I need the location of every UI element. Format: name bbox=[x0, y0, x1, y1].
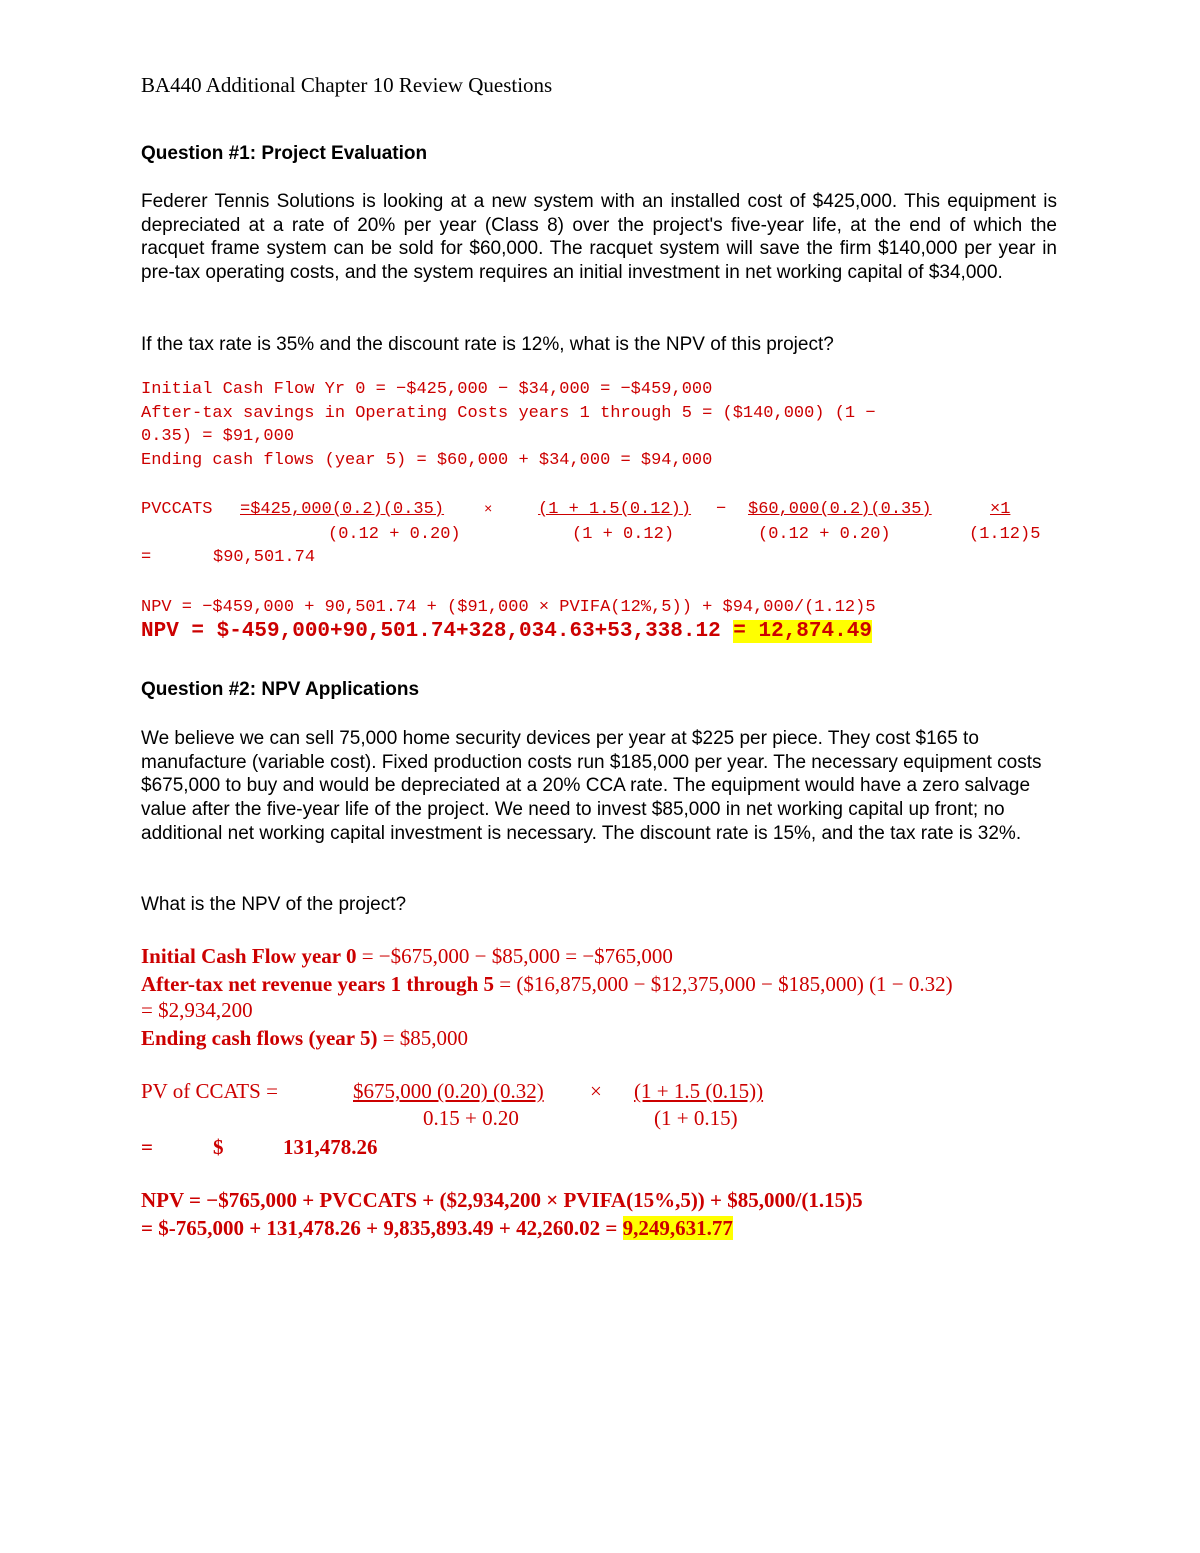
q1-heading: Question #1: Project Evaluation bbox=[141, 143, 428, 164]
q2-aftertax-label: After-tax net revenue years 1 through 5 bbox=[141, 972, 495, 996]
q1-pvccats-times-2: ×1 bbox=[990, 500, 1011, 519]
q1-pvccats-denominator-4: (1.12)5 bbox=[969, 525, 1041, 544]
q2-initial-cash-flow bbox=[141, 944, 673, 969]
q2-aftertax-value: = ($16,875,000 − $12,375,000 − $185,000) (1 − 0.32) bbox=[494, 972, 953, 996]
q1-pvccats-numerator-2: (1 + 1.5(0.12)) bbox=[538, 500, 692, 519]
q2-pv-label: PV of CCATS = bbox=[141, 1079, 278, 1103]
q2-npv-calc-text: = $-765,000 + 131,478.26 + 9,835,893.49 + 42,260.02 = bbox=[141, 1216, 623, 1240]
q2-ending-label: Ending cash flows (year 5) bbox=[141, 1026, 378, 1050]
q2-aftertax-revenue bbox=[141, 972, 953, 997]
q1-pvccats-minus: − bbox=[716, 500, 727, 519]
q2-pv-value: 131,478.26 bbox=[283, 1135, 378, 1159]
q2-npv-result: 9,249,631.77 bbox=[622, 1216, 733, 1240]
q2-pv-numerator-2: (1 + 1.5 (0.15)) bbox=[634, 1079, 764, 1103]
q1-pvccats-numerator-3: $60,000(0.2)(0.35) bbox=[748, 500, 932, 519]
q2-initial-value: = −$675,000 − $85,000 = −$765,000 bbox=[356, 944, 673, 968]
q1-aftertax-savings-line1: After-tax savings in Operating Costs years 1 through 5 = ($140,000) (1 − bbox=[141, 404, 876, 423]
q2-npv-formula: NPV = −$765,000 + PVCCATS + ($2,934,200 × PVIFA(15%,5)) + $85,000/(1.15)5 bbox=[141, 1188, 863, 1212]
q2-question: What is the NPV of the project? bbox=[141, 894, 407, 915]
q2-initial-label: Initial Cash Flow year 0 bbox=[141, 944, 357, 968]
q1-pvccats-times-1: × bbox=[484, 502, 493, 518]
q1-npv-result: = 12,874.49 bbox=[733, 620, 872, 643]
q1-pvccats-value: $90,501.74 bbox=[213, 548, 316, 567]
q2-heading: Question #2: NPV Applications bbox=[141, 679, 420, 700]
document-title: BA440 Additional Chapter 10 Review Questions bbox=[141, 73, 553, 97]
q1-pvccats-equals: = bbox=[141, 548, 152, 567]
q2-pv-denominator-1: 0.15 + 0.20 bbox=[423, 1106, 519, 1130]
q1-pvccats-numerator-1: =$425,000(0.2)(0.35) bbox=[240, 500, 445, 519]
q1-question: If the tax rate is 35% and the discount rate is 12%, what is the NPV of this project? bbox=[141, 334, 834, 355]
q2-ending-cash-flows bbox=[141, 1026, 468, 1051]
q1-npv-calc-text: NPV = $-459,000+90,501.74+328,034.63+53,338.12 bbox=[141, 620, 734, 643]
q1-pvccats-denominator-2: (1 + 0.12) bbox=[572, 525, 675, 544]
q2-pv-denominator-2: (1 + 0.15) bbox=[654, 1106, 738, 1130]
q1-npv-calculation bbox=[141, 620, 872, 643]
q2-pv-dollar: $ bbox=[213, 1135, 224, 1159]
q2-ending-value: = $85,000 bbox=[377, 1026, 469, 1050]
q2-aftertax-line2: = $2,934,200 bbox=[141, 998, 253, 1022]
q2-pv-numerator-1: $675,000 (0.20) (0.32) bbox=[353, 1079, 544, 1103]
q1-ending-cash-flows: Ending cash flows (year 5) = $60,000 + $34,000 = $94,000 bbox=[141, 451, 713, 470]
q1-initial-cash-flow: Initial Cash Flow Yr 0 = −$425,000 − $34,000 = −$459,000 bbox=[141, 380, 713, 399]
q1-aftertax-savings-line2: 0.35) = $91,000 bbox=[141, 427, 295, 446]
q2-pv-equals: = bbox=[141, 1135, 153, 1159]
q1-npv-formula: NPV = −$459,000 + 90,501.74 + ($91,000 × PVIFA(12%,5)) + $94,000/(1.12)5 bbox=[141, 598, 876, 617]
q1-pvccats-denominator-1: (0.12 + 0.20) bbox=[328, 525, 461, 544]
q1-paragraph: Federer Tennis Solutions is looking at a new system with an installed cost of $425,000. This equipment is depreciated at a rate of 20% per year (Class 8) over the project's five-year life, at the end of which the racquet frame system can be sold for $60,000. The racquet system will save the firm $140,000 per year in pre-tax operating costs, and the system requires an initial investment in net working capital of $34,000. bbox=[141, 191, 1057, 284]
q2-paragraph: We believe we can sell 75,000 home security devices per year at $225 per piece. They cost $165 to manufacture (variable cost). Fixed production costs run $185,000 per year. The necessary equipment costs $675,000 to buy and would be depreciated at a 20% CCA rate. The equipment would have a zero salvage value after the five-year life of the project. We need to invest $85,000 in net working capital up front; no additional net working capital investment is necessary. The discount rate is 15%, and the tax rate is 32%. bbox=[141, 728, 1042, 844]
q1-pvccats-denominator-3: (0.12 + 0.20) bbox=[758, 525, 891, 544]
q2-pv-times: × bbox=[590, 1079, 602, 1103]
q1-pvccats-label: PVCCATS bbox=[141, 500, 213, 519]
q2-npv-calculation bbox=[141, 1216, 733, 1241]
